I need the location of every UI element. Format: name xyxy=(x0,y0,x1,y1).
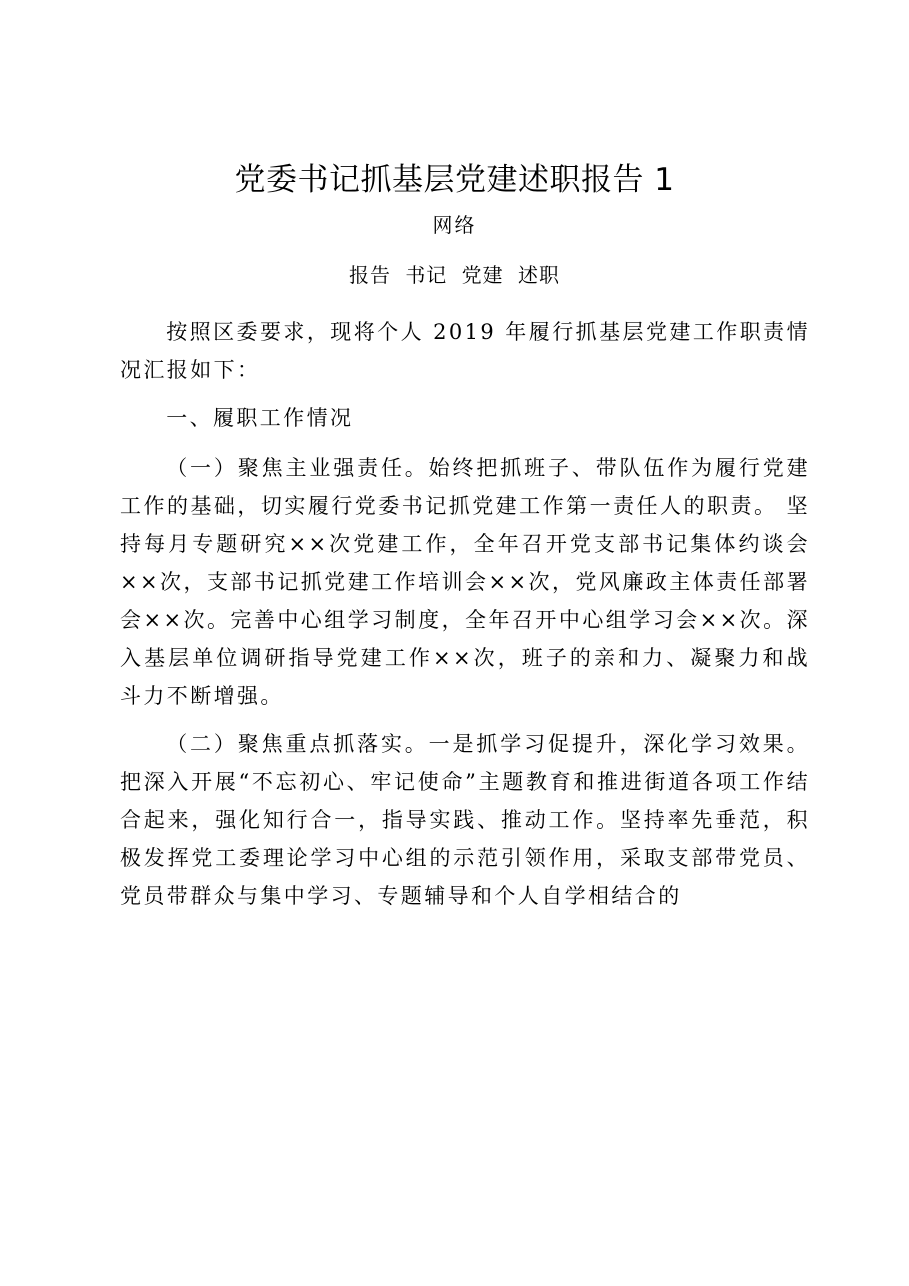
keyword: 报告 xyxy=(348,263,391,287)
keyword: 述职 xyxy=(518,263,561,287)
paragraph-section-2: （二）聚焦重点抓落实。一是抓学习促提升，深化学习效果。 把深入开展“不忘初心、牢记使命”主题教育和推进街道各项工作结合起来，强化知行合一，指导实践、推动工作。坚持率先垂范，积极发挥党工委理论学习中心组的示范引领作用，采取支部带党员、党员带群众与集中学习、专题辅导和个人自学相结合的 xyxy=(120,732,810,908)
document-body xyxy=(120,313,810,925)
section-heading: 一、履职工作情况 xyxy=(166,406,354,430)
paragraph-section-1: （一）聚焦主业强责任。始终把抓班子、带队伍作为履行党建工作的基础，切实履行党委书记抓党建工作第一责任人的职责。 坚持每月专题研究××次党建工作，全年召开党支部书记集体约谈会××次，支部书记抓党建工作培训会××次，党风廉政主体责任部署会××次。完善中心组学习制度，全年召开中心组学习会××次。深入基层单位调研指导党建工作××次，班子的亲和力、凝聚力和战斗力不断增强。 xyxy=(120,456,810,708)
keyword: 党建 xyxy=(461,263,504,287)
document-author: 网络 xyxy=(432,213,477,237)
document-title: 党委书记抓基层党建述职报告 1 xyxy=(234,162,675,198)
keyword: 书记 xyxy=(405,263,448,287)
paragraph-intro: 按照区委要求，现将个人 2019 年履行抓基层党建工作职责情况汇报如下： xyxy=(120,320,810,382)
document-keywords xyxy=(0,260,909,290)
